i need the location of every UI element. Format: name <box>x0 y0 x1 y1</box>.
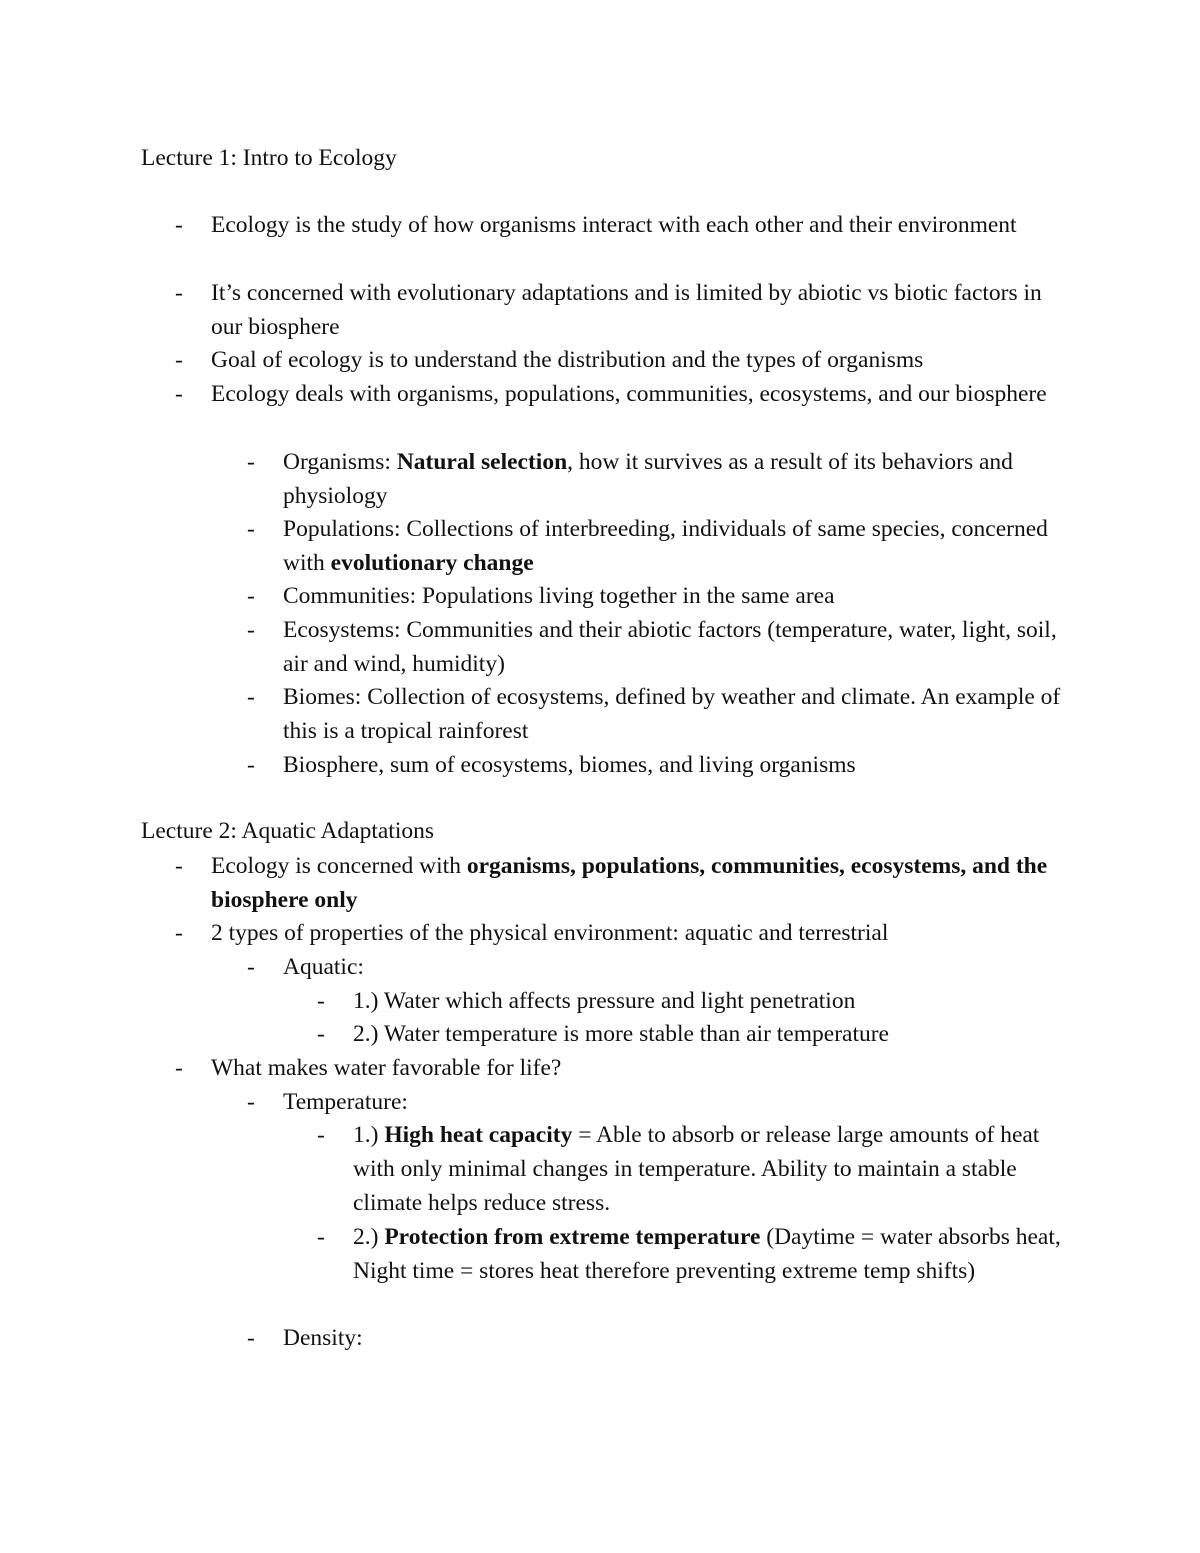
list-item-text: Goal of ecology is to understand the distribution and the types of organisms <box>211 347 924 373</box>
list-item-text: 2.) <box>353 1224 385 1250</box>
bullet-dash: - <box>317 988 325 1014</box>
list-item <box>175 276 1071 344</box>
list-item-text: 2.) Water temperature is more stable than air temperature <box>353 1021 889 1047</box>
list-item <box>175 208 1071 242</box>
list-item-text: 1.) <box>353 1122 385 1148</box>
list-item <box>247 1085 1083 1119</box>
list-item <box>247 680 1083 748</box>
list-item-text: 2 types of properties of the physical environment: aquatic and terrestrial <box>211 920 889 946</box>
list-item-text: Ecology is concerned with <box>211 853 467 879</box>
bullet-dash: - <box>247 516 255 542</box>
list-item <box>175 343 1071 377</box>
list-item <box>247 579 1083 613</box>
bullet-dash: - <box>247 1325 255 1351</box>
bullet-dash: - <box>175 1055 183 1081</box>
list-item <box>247 613 1083 681</box>
list-item <box>317 1118 1073 1220</box>
list-item-bold-text: High heat capacity <box>384 1122 573 1148</box>
list-item-text: It’s concerned with evolutionary adaptations and is limited by abiotic vs biotic factors in our biosphere <box>211 280 1042 340</box>
list-item-bold-text: evolutionary change <box>330 550 534 576</box>
list-item <box>175 1051 1071 1085</box>
list-item <box>317 1220 1073 1288</box>
list-item-bold-text: organisms, populations, communities, ecosystems, and the biosphere only <box>211 853 1048 913</box>
bullet-dash: - <box>247 449 255 475</box>
list-item-bold-text: Natural selection <box>396 449 568 475</box>
list-item <box>317 984 1073 1018</box>
list-item <box>317 1017 1073 1051</box>
bullet-dash: - <box>247 684 255 710</box>
bullet-dash: - <box>247 1089 255 1115</box>
list-item-text: (Daytime = water absorbs heat, Night time = stores heat therefore preventing extreme temp shifts) <box>353 1224 1061 1284</box>
bullet-dash: - <box>247 617 255 643</box>
list-item-text: Density: <box>283 1325 363 1351</box>
list-item-text: Populations: Collections of interbreeding, individuals of same species, concerned with <box>283 516 1048 576</box>
section-heading-lecture-2: Lecture 2: Aquatic Adaptations <box>141 818 435 844</box>
list-item-text: 1.) Water which affects pressure and light penetration <box>353 988 856 1014</box>
bullet-dash: - <box>175 920 183 946</box>
bullet-dash: - <box>247 954 255 980</box>
bullet-dash: - <box>175 212 183 238</box>
list-item <box>175 916 1071 950</box>
list-item <box>247 1321 1083 1355</box>
section-heading-lecture-1: Lecture 1: Intro to Ecology <box>141 145 397 171</box>
list-item-text: Organisms: <box>283 449 397 475</box>
bullet-dash: - <box>247 583 255 609</box>
bullet-dash: - <box>317 1122 325 1148</box>
list-item <box>247 950 1083 984</box>
list-item-bold-text: Protection from extreme temperature <box>384 1224 761 1250</box>
list-item-text: Ecosystems: Communities and their abiotic factors (temperature, water, light, soil, air and wind, humidity) <box>283 617 1057 677</box>
list-item <box>175 849 1071 917</box>
list-item-text: = Able to absorb or release large amounts of heat with only minimal changes in temperature. Ability to maintain a stable climate helps reduce stress. <box>353 1122 1040 1216</box>
bullet-dash: - <box>175 853 183 879</box>
bullet-dash: - <box>317 1224 325 1250</box>
list-item-text: , how it survives as a result of its behaviors and physiology <box>283 449 1013 509</box>
list-item-text: Aquatic: <box>283 954 364 980</box>
list-item-text: Ecology is the study of how organisms interact with each other and their environment <box>211 212 1017 238</box>
list-item <box>247 445 1083 513</box>
list-item-text: Communities: Populations living together in the same area <box>283 583 835 609</box>
bullet-dash: - <box>175 280 183 306</box>
list-item <box>247 748 1083 782</box>
bullet-dash: - <box>317 1021 325 1047</box>
list-item-text: Biomes: Collection of ecosystems, defined by weather and climate. An example of this is a tropical rainforest <box>283 684 1061 744</box>
list-item-text: What makes water favorable for life? <box>211 1055 562 1081</box>
list-item-text: Biosphere, sum of ecosystems, biomes, and living organisms <box>283 752 856 778</box>
bullet-dash: - <box>175 347 183 373</box>
bullet-dash: - <box>175 381 183 407</box>
list-item-text: Ecology deals with organisms, populations, communities, ecosystems, and our biosphere <box>211 381 1047 407</box>
list-item <box>247 512 1083 580</box>
list-item-text: Temperature: <box>283 1089 408 1115</box>
bullet-dash: - <box>247 752 255 778</box>
list-item <box>175 377 1071 411</box>
